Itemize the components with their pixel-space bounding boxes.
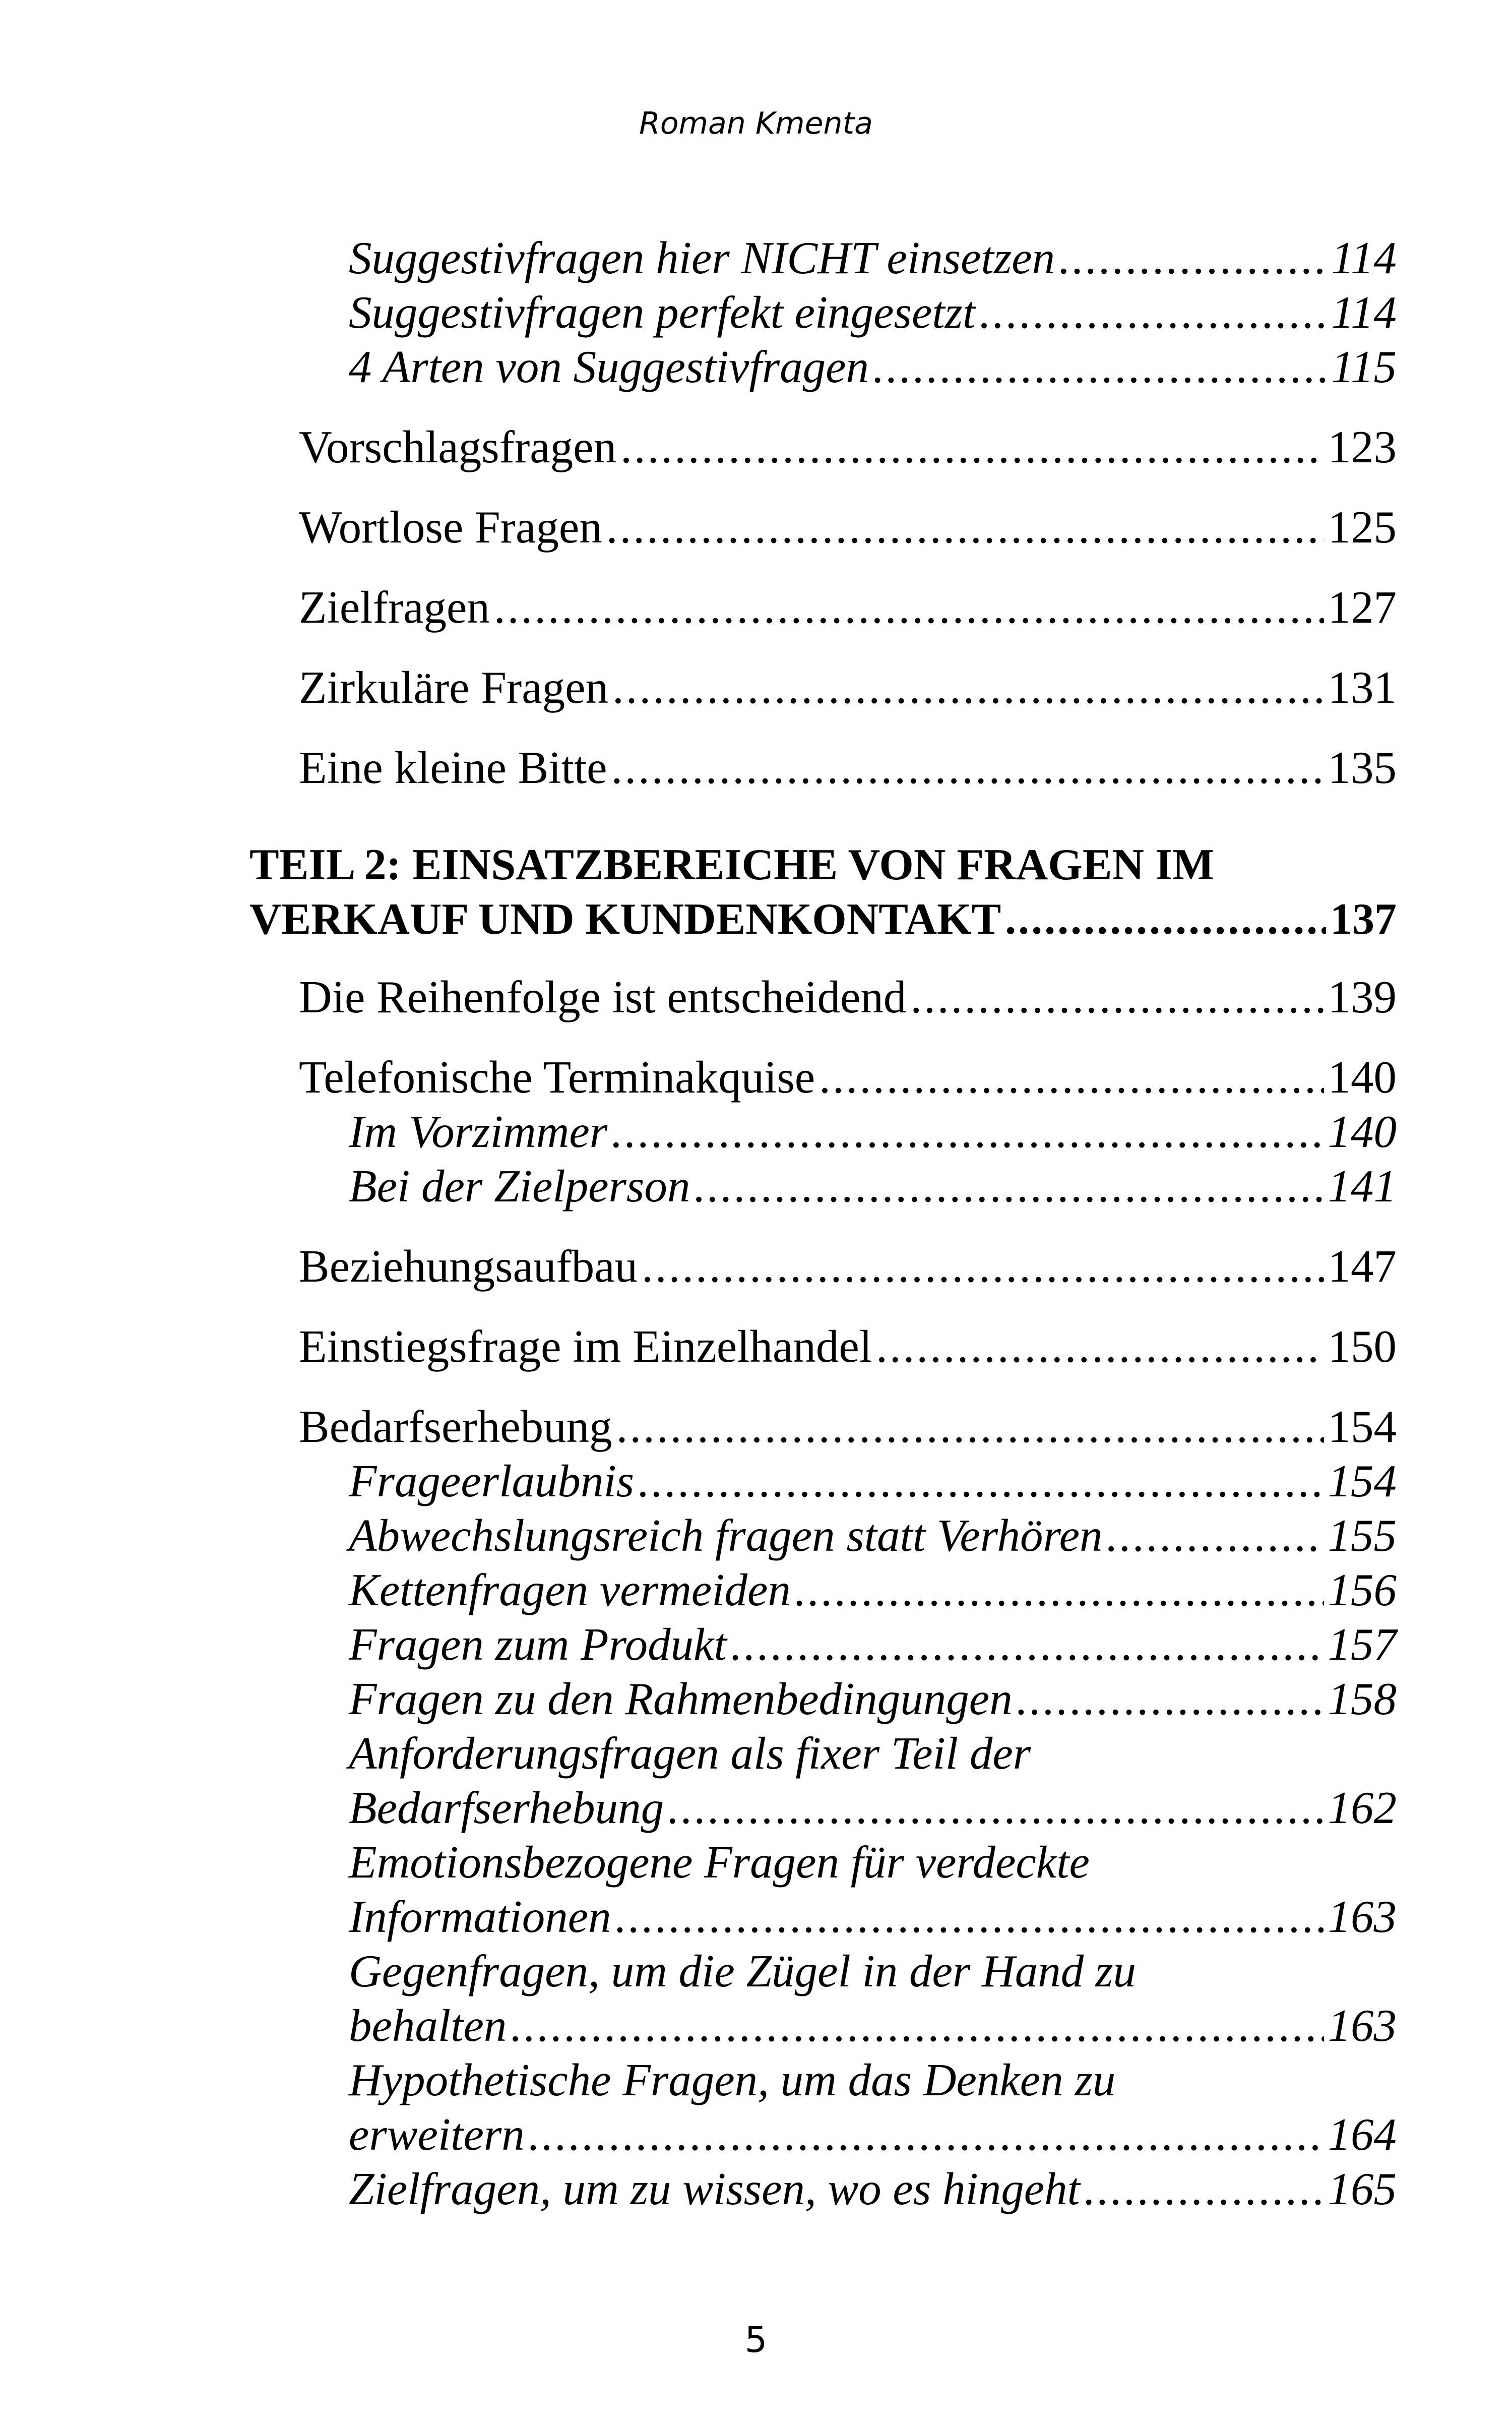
dot-leader <box>1059 231 1327 285</box>
toc-entry-title: Beziehungsaufbau <box>299 1241 638 1292</box>
toc-entry-page: 147 <box>1328 1241 1397 1292</box>
dot-leader <box>1017 1672 1324 1726</box>
toc-entry-page: 115 <box>1331 341 1397 392</box>
toc-entry-title: Bei der Zielperson <box>349 1161 690 1212</box>
toc-entry-page: 163 <box>1328 1891 1397 1942</box>
toc-entry-page: 154 <box>1328 1401 1397 1452</box>
dot-leader <box>638 1454 1324 1508</box>
toc-entry[interactable] <box>299 420 1397 474</box>
dot-leader <box>873 340 1327 394</box>
toc-entry[interactable] <box>299 500 1397 555</box>
toc-entry-page: 135 <box>1328 742 1397 793</box>
toc-entry[interactable] <box>299 741 1397 795</box>
toc-entry[interactable] <box>299 580 1397 635</box>
toc-entry[interactable] <box>299 1319 1397 1374</box>
toc-entry-page: 150 <box>1328 1321 1397 1372</box>
dot-leader <box>731 1617 1324 1672</box>
dot-leader <box>511 1999 1324 2053</box>
toc-entry-title: Fragen zum Produkt <box>349 1619 727 1670</box>
page-number: 5 <box>744 2319 768 2361</box>
toc-entry-title: Informationen <box>349 1891 611 1942</box>
toc-entry-title: Vorschlagsfragen <box>299 421 617 472</box>
toc-entry-title: Telefonische Terminakquise <box>299 1052 815 1103</box>
toc-entry-title: Fragen zu den Rahmenbedingungen <box>349 1673 1013 1724</box>
toc-entry[interactable] <box>249 838 1397 947</box>
toc-entry-title: Wortlose Fragen <box>299 502 602 553</box>
toc-entry-page: 140 <box>1328 1106 1397 1157</box>
toc-entry-title: Suggestivfragen hier NICHT einsetzen <box>349 232 1055 283</box>
toc-entry-title: Eine kleine Bitte <box>299 742 607 793</box>
toc-entry-title: behalten <box>349 2000 507 2051</box>
toc-entry-page: 123 <box>1328 421 1397 472</box>
toc-entry[interactable] <box>349 1672 1397 1726</box>
toc-entry[interactable] <box>349 1726 1397 1835</box>
toc-entry-title: Zielfragen <box>299 582 490 633</box>
toc-entry-page: 125 <box>1328 502 1397 553</box>
dot-leader <box>1005 892 1326 947</box>
toc-entry-page: 158 <box>1328 1673 1397 1724</box>
toc-entry[interactable] <box>349 231 1397 285</box>
toc-entry[interactable] <box>299 660 1397 715</box>
toc-entry-page: 141 <box>1328 1161 1397 1212</box>
toc-entry-page: 139 <box>1328 972 1397 1022</box>
toc-entry[interactable] <box>299 1400 1397 1454</box>
toc-entry-title-line1: Anforderungsfragen als fixer Teil der <box>349 1728 1031 1779</box>
toc-entry-title: 4 Arten von Suggestivfragen <box>349 341 869 392</box>
dot-leader <box>620 420 1324 474</box>
toc-entry-title-line1: Emotionsbezogene Fragen für verdeckte <box>349 1837 1090 1888</box>
toc-entry[interactable] <box>299 970 1397 1024</box>
toc-entry-title: Abwechslungsreich fragen statt Verhören <box>349 1510 1103 1561</box>
toc-entry-page: 162 <box>1328 1782 1397 1833</box>
toc-entry-title-line1: TEIL 2: EINSATZBEREICHE VON FRAGEN IM <box>249 840 1215 889</box>
dot-leader <box>1106 1508 1324 1563</box>
dot-leader <box>876 1319 1324 1374</box>
dot-leader <box>668 1781 1324 1835</box>
dot-leader <box>612 660 1324 715</box>
toc-entry[interactable] <box>349 1563 1397 1617</box>
toc-entry-title: Im Vorzimmer <box>349 1106 608 1157</box>
toc-entry[interactable] <box>349 340 1397 394</box>
toc-entry[interactable] <box>349 1159 1397 1214</box>
toc-entry[interactable] <box>349 2162 1397 2216</box>
toc-entry-title: erweitern <box>349 2109 525 2160</box>
dot-leader <box>694 1159 1324 1214</box>
toc-entry-page: 157 <box>1328 1619 1397 1670</box>
dot-leader <box>910 970 1324 1024</box>
dot-leader <box>494 580 1324 635</box>
dot-leader <box>616 1400 1324 1454</box>
dot-leader <box>611 1105 1324 1159</box>
dot-leader <box>819 1050 1324 1105</box>
dot-leader <box>979 285 1327 340</box>
toc-entry[interactable] <box>349 285 1397 340</box>
toc-entry-title-line1: Hypothetische Fragen, um das Denken zu <box>349 2054 1116 2105</box>
toc-entry-page: 137 <box>1330 895 1397 944</box>
dot-leader <box>606 500 1324 555</box>
toc-entry-title: Suggestivfragen perfekt eingesetzt <box>349 287 976 338</box>
toc-entry-title-line1: Gegenfragen, um die Zügel in der Hand zu <box>349 1946 1136 1996</box>
toc-entry-title: Bedarfserhebung <box>299 1401 612 1452</box>
toc-entry-page: 165 <box>1328 2163 1397 2214</box>
toc-entry-page: 131 <box>1328 662 1397 713</box>
toc-entry[interactable] <box>349 1835 1397 1944</box>
toc-entry-title: Frageerlaubnis <box>349 1456 635 1506</box>
toc-entry-page: 127 <box>1328 582 1397 633</box>
dot-leader <box>642 1239 1324 1294</box>
toc-entry[interactable] <box>349 1105 1397 1159</box>
toc-entry-page: 114 <box>1331 287 1397 338</box>
table-of-contents <box>0 231 1512 2216</box>
toc-entry-title: Bedarfserhebung <box>349 1782 664 1833</box>
toc-entry-title: Kettenfragen vermeiden <box>349 1564 791 1615</box>
running-header-author: Roman Kmenta <box>639 106 873 141</box>
toc-entry[interactable] <box>349 1454 1397 1508</box>
toc-entry-page: 156 <box>1328 1564 1397 1615</box>
toc-entry[interactable] <box>349 1508 1397 1563</box>
dot-leader <box>795 1563 1324 1617</box>
toc-entry[interactable] <box>349 1617 1397 1672</box>
dot-leader <box>1084 2162 1324 2216</box>
toc-entry[interactable] <box>299 1239 1397 1294</box>
toc-entry-page: 154 <box>1328 1456 1397 1506</box>
toc-entry-title: Zielfragen, um zu wissen, wo es hingeht <box>349 2163 1080 2214</box>
toc-entry-page: 164 <box>1328 2109 1397 2160</box>
toc-entry-title: VERKAUF UND KUNDENKONTAKT <box>249 895 1001 944</box>
dot-leader <box>611 741 1324 795</box>
toc-entry-page: 163 <box>1328 2000 1397 2051</box>
toc-entry-page: 114 <box>1331 232 1397 283</box>
toc-entry-page: 155 <box>1328 1510 1397 1561</box>
dot-leader <box>615 1890 1324 1944</box>
dot-leader <box>529 2107 1324 2162</box>
toc-entry-page: 140 <box>1328 1052 1397 1103</box>
toc-entry[interactable] <box>349 1944 1397 2053</box>
toc-entry-title: Zirkuläre Fragen <box>299 662 608 713</box>
toc-entry[interactable] <box>299 1050 1397 1105</box>
toc-entry-title: Die Reihenfolge ist entscheidend <box>299 972 907 1022</box>
toc-entry[interactable] <box>349 2053 1397 2162</box>
toc-entry-title: Einstiegsfrage im Einzelhandel <box>299 1321 872 1372</box>
